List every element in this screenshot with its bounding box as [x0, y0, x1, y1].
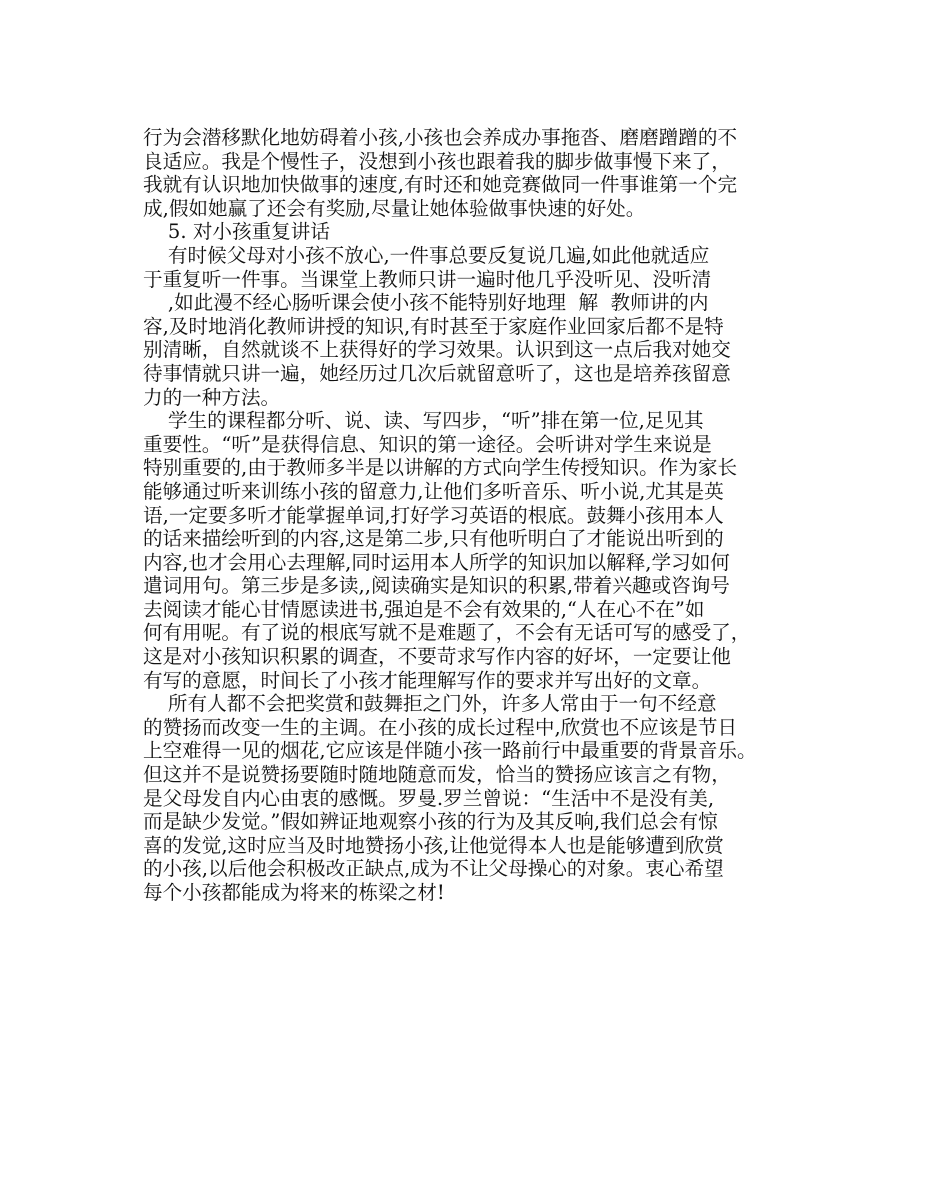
text-line: 的话来描绘听到的内容,这是第二步,只有他听明白了才能说出听到的: [143, 527, 724, 551]
text-line: 遣词用句。第三步是多读,,阅读确实是知识的积累,带着兴趣或咨询号: [143, 574, 730, 598]
text-line: 容,及时地消化教师讲授的知识,有时甚至于家庭作业回家后都不是特: [143, 314, 724, 338]
text-line: 是父母发自内心由衷的感慨。罗曼.罗兰曾说：“生活中不是没有美,: [143, 786, 715, 810]
text-line: 有时候父母对小孩不放心,一件事总要反复说几遍,如此他就适应: [143, 243, 710, 267]
text-line: 内容,也才会用心去理解,同时运用本人所学的知识加以解释,学习如何: [143, 550, 730, 574]
text-line: 学生的课程都分听、说、读、写四步，“听”排在第一位,足见其: [143, 409, 704, 433]
text-line: 成,假如她赢了还会有奖励,尽量让她体验做事快速的好处。: [143, 196, 646, 220]
text-line: 而是缺少发觉。”假如辨证地观察小孩的行为及其反响,我们总会有惊: [143, 810, 718, 834]
text-line: ,如此漫不经心肠听课会使小孩不能特别好地理 解 教师讲的内: [143, 291, 709, 315]
text-line: 去阅读才能心甘情愿读进书,强迫是不会有效果的,“人在心不在”如: [143, 597, 705, 621]
text-line: 良适应。我是个慢性子，没想到小孩也跟着我的脚步做事慢下来了，: [143, 149, 731, 173]
text-line: 能够通过听来训练小孩的留意力,让他们多听音乐、听小说,尤其是英: [143, 479, 724, 503]
text-line: 语,一定要多听才能掌握单词,打好学习英语的根底。鼓舞小孩用本人: [143, 503, 724, 527]
text-line: 行为会潜移默化地妨碍着小孩,小孩也会养成办事拖沓、磨磨蹭蹭的不: [143, 126, 738, 149]
text-line: 我就有认识地加快做事的速度,有时还和她竞赛做同一件事谁第一个完: [143, 173, 738, 197]
text-line: 喜的发觉,这时应当及时地赞扬小孩,让他觉得本人也是能够遭到欣赏: [143, 833, 724, 857]
text-line: 上空难得一见的烟花,它应该是伴随小孩一路前行中最重要的背景音乐。: [143, 739, 757, 763]
section-heading: 5. 对小孩重复讲话: [143, 220, 330, 244]
text-line: 特别重要的,由于教师多半是以讲解的方式向学生传授知识。作为家长: [143, 456, 738, 480]
text-line: 的小孩,以后他会积极改正缺点,成为不让父母操心的对象。衷心希望: [143, 857, 724, 881]
text-line: 何有用呢。有了说的根底写就不是难题了，不会有无话可写的感受了，: [143, 621, 751, 645]
text-line: 别清晰，自然就谈不上获得好的学习效果。认识到这一点后我对她交: [143, 338, 731, 362]
text-line: 所有人都不会把奖赏和鼓舞拒之门外，许多人常由于一句不经意: [143, 692, 717, 716]
text-line: 重要性。“听”是获得信息、知识的第一途径。会听讲对学生来说是: [143, 432, 712, 456]
text-line: 的赞扬而改变一生的主调。在小孩的成长过程中,欣赏也不应该是节日: [143, 715, 738, 739]
text-line: 待事情就只讲一遍，她经历过几次后就留意听了，这也是培养孩留意: [143, 361, 731, 385]
text-line: 但这并不是说赞扬要随时随地随意而发，恰当的赞扬应该言之有物，: [143, 763, 731, 787]
body-text: [143, 126, 823, 905]
text-line: 这是对小孩知识积累的调查，不要苛求写作内容的好坏，一定要让他: [143, 645, 731, 669]
text-line: 有写的意愿，时间长了小孩才能理解写作的要求并写出好的文章。: [143, 668, 712, 692]
text-line: 每个小孩都能成为将来的栋梁之材!: [143, 881, 445, 904]
text-line: 于重复听一件事。当课堂上教师只讲一遍时他几乎没听见、没听清: [143, 267, 712, 291]
text-line: 力的一种方法。: [143, 385, 281, 409]
